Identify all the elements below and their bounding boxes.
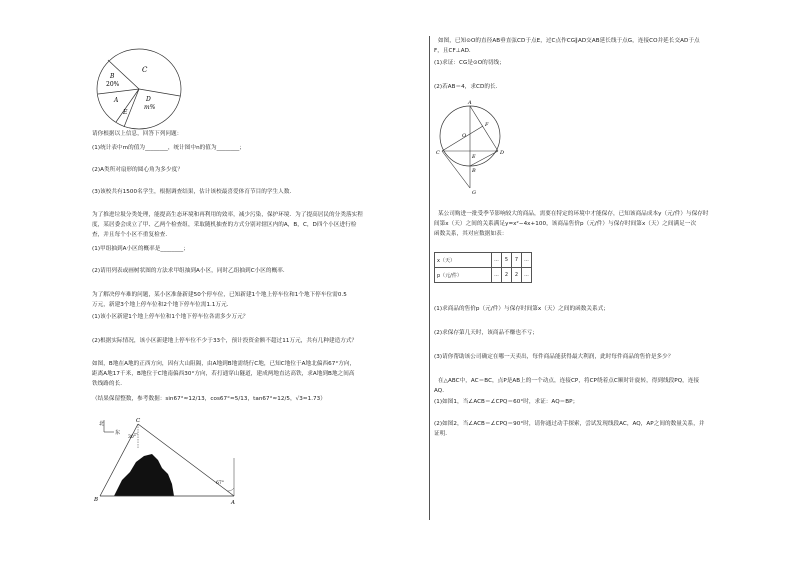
angle-67-label: 67° bbox=[216, 481, 224, 486]
mountain-shape bbox=[114, 454, 174, 496]
segment-cg bbox=[442, 151, 470, 188]
triangle-question-2-line-1: (2)如图2，当∠ACB＝∠CPQ＝90°时，请你通过动手探索，尝试发现线段AC，AQ，AP之间的数量关系，并 bbox=[434, 421, 705, 427]
triangle-intro-line-2: AQ． bbox=[434, 388, 448, 394]
parking-question-1: (1)该小区新建1个地上停车位和1个地下停车位各需多少万元？ bbox=[92, 314, 249, 320]
tunnel-intro-line-3: 铁线路的长． bbox=[92, 381, 126, 387]
table-cell: 7 bbox=[512, 253, 522, 268]
parking-intro-line-2: 万元，新建3个地上停车位和2个地下停车位需1.1万元． bbox=[92, 302, 233, 308]
tunnel-intro-line-2: 距离A地17千米，B地位于C地南偏西30°方向，若打通穿山隧道，建成两地直达高铁，求A地到B地之间高 bbox=[92, 371, 355, 377]
shop-intro-line-3: 函数关系，其对应数据如表： bbox=[434, 231, 508, 237]
shop-question-1: (1)求商品的售价p（元/件）与保存时间第x（天）之间的函数关系式； bbox=[434, 306, 609, 312]
angle-arc-c bbox=[134, 433, 138, 434]
pie-divider bbox=[98, 89, 139, 94]
shop-question-2: (2)求保存第几天时，该商品不赚也不亏； bbox=[434, 330, 539, 336]
pie-label-c: C bbox=[142, 66, 148, 74]
question-1: (1)统计表中m的值为________，统计图中n的值为________； bbox=[92, 145, 246, 151]
shop-question-3: (3)请你帮助该公司确定在哪一天卖出，每件商品能获得最大利润，此时每件商品的售价是多少？ bbox=[434, 354, 674, 360]
price-data-table bbox=[434, 252, 532, 283]
point-a-label: A bbox=[231, 500, 235, 506]
problem-question-2: (2)请用列表或画树状图的方法求甲组抽到A小区，同时乙组抽到C小区的概率． bbox=[92, 268, 289, 274]
shop-intro-line-1: 某公司购进一批受季节影响较大的商品，需要在特定的环境中才能保存，已知该商品成本y（元/件）与保存时 bbox=[438, 211, 709, 217]
table-header-p: p（元/件） bbox=[435, 268, 492, 283]
circle-point-e: E bbox=[472, 154, 476, 160]
parking-intro-line-1: 为了解决停车难的问题，某小区准备新建50个停车位，已知新建1个地上停车位和1个地下停车位需0.5 bbox=[92, 292, 347, 298]
pie-label-b: B bbox=[110, 73, 115, 80]
problem-intro-line-3: 查，并且每个小区不重复检查． bbox=[92, 232, 172, 238]
circle-question-2: (2)若AB＝4，求CD的长． bbox=[434, 84, 502, 90]
pie-label-b-percent: 20% bbox=[106, 81, 120, 88]
circle-point-f: F bbox=[485, 122, 489, 128]
problem-intro-line-1: 为了推进垃圾分类处理，能提高生态环境和再利用的效率，减少污染，保护环境．为了提高居民的分类落实程 bbox=[92, 212, 363, 218]
question-3: (3)该校共有1500名学生，根据调查结果，估计该校最喜爱体育节目的学生人数． bbox=[92, 189, 296, 195]
circle-point-c: C bbox=[436, 150, 440, 156]
pie-chart-figure bbox=[94, 46, 184, 132]
problem-intro-line-2: 度，某居委会成立了甲、乙两个检查组，采取随机抽查的方式分别对辖区内的A，B，C，D四个小区进行检 bbox=[92, 222, 357, 228]
point-c-label: C bbox=[136, 418, 141, 424]
parking-question-2: (2)根据实际情况，该小区新建地上停车位不少于33个，预计投资金额不超过11万元，共有几种建造方式？ bbox=[92, 338, 358, 344]
table-cell: ... bbox=[522, 268, 532, 283]
triangle-intro-line-1: 在△ABC中，AC＝BC，点P是AB上的一个动点，连接CP，将CP绕着点C顺时针旋转，得到线段PQ，连接 bbox=[438, 378, 700, 384]
pie-label-e: E bbox=[123, 109, 128, 116]
table-header-x: x（天） bbox=[435, 253, 492, 268]
question-2: (2)A类所对扇形的圆心角为多少度？ bbox=[92, 167, 183, 173]
tunnel-intro-line-1: 如图，B地在A地的正西方向，因有大山阻隔，由A地到B地需绕行C地，已知C地位于A地北偏西67°方向， bbox=[92, 361, 356, 367]
table-cell: ... bbox=[522, 253, 532, 268]
tunnel-figure bbox=[88, 416, 248, 506]
circle-intro-line-2: F，且CF⊥AD． bbox=[434, 48, 475, 54]
table-cell: 2 bbox=[502, 268, 512, 283]
pie-divider bbox=[139, 89, 180, 96]
circle-point-d: D bbox=[500, 150, 505, 156]
circle-figure bbox=[434, 96, 514, 198]
tunnel-reference-data: （结果保留整数，参考数据：sin67°≈12/13，cos67°≈5/13，tan67°≈12/5，√3≈1.73） bbox=[92, 396, 326, 402]
table-cell: 5 bbox=[502, 253, 512, 268]
pie-divider bbox=[116, 89, 139, 122]
table-row bbox=[435, 253, 532, 268]
circle-point-g: G bbox=[472, 190, 476, 196]
pie-label-d: D bbox=[146, 96, 151, 103]
north-label: 北 bbox=[99, 421, 105, 427]
pie-label-a: A bbox=[114, 97, 119, 104]
question-intro: 请你根据以上信息，回答下列问题： bbox=[92, 131, 183, 137]
angle-30-label: 30° bbox=[128, 435, 136, 440]
point-b-label: B bbox=[94, 497, 99, 503]
circle-point-b: B bbox=[472, 168, 476, 174]
circle-point-a: A bbox=[468, 100, 472, 106]
problem-question-1: (1)甲组抽到A小区的概率是________； bbox=[92, 246, 189, 252]
circle-question-1: (1)求证：CG是⊙O的切线； bbox=[434, 60, 505, 66]
table-cell: 2 bbox=[512, 268, 522, 283]
circle-intro-line-1: 如图，已知⊙O的直径AB垂直弦CD于点E，过C点作CG∥AD交AB延长线于点G，连接CO并延长交AD于点 bbox=[438, 38, 700, 44]
pie-divider bbox=[124, 89, 139, 127]
column-divider bbox=[429, 36, 430, 520]
pie-label-d-percent: m% bbox=[144, 104, 156, 111]
shop-intro-line-2: 间第x（天）之间的关系满足y=x²−4x+100，该商品售价p（元/件）与保存时间第x（天）之间满足一次 bbox=[434, 221, 697, 227]
table-row bbox=[435, 268, 532, 283]
triangle-question-1: (1)如图1，当∠ACB＝∠CPQ＝60°时，求证：AQ＝BP； bbox=[434, 399, 579, 405]
table-cell: ... bbox=[492, 268, 502, 283]
triangle-question-2-line-2: 证明． bbox=[434, 431, 451, 437]
table-cell: ... bbox=[492, 253, 502, 268]
circle-point-o: O bbox=[462, 133, 467, 139]
angle-arc-a bbox=[227, 488, 234, 491]
segment-ad bbox=[470, 106, 498, 151]
east-label: 东 bbox=[115, 430, 121, 436]
